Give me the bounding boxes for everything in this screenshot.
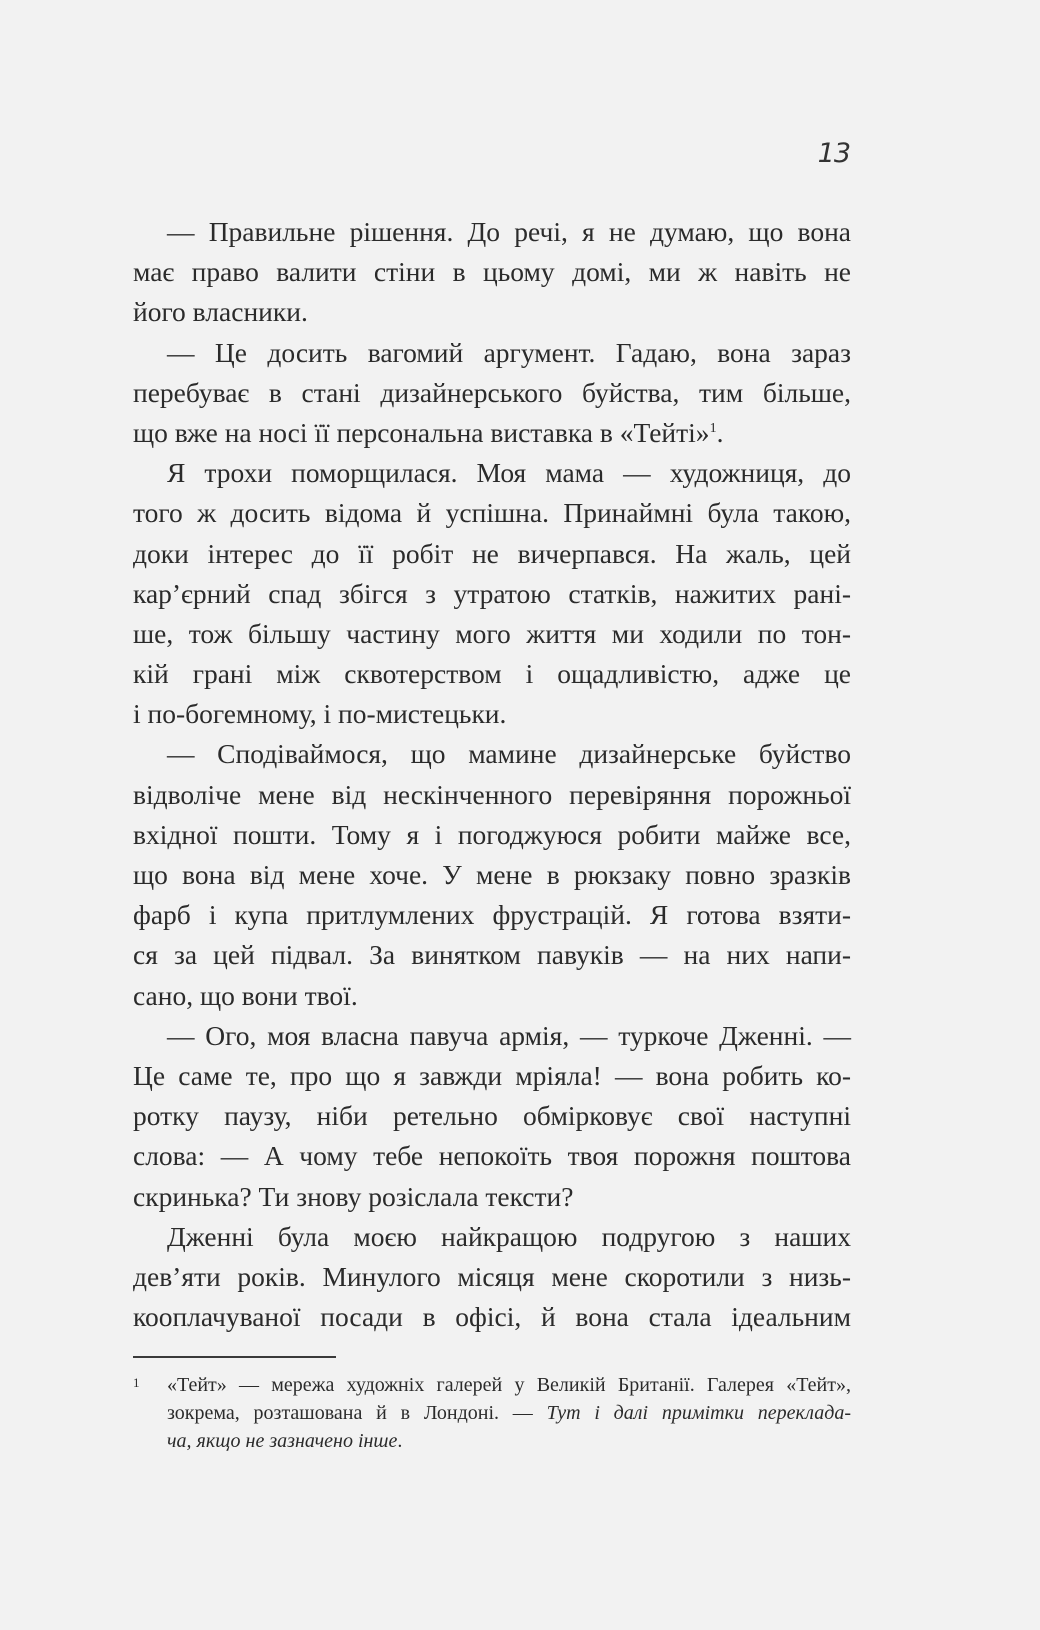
text-line: доки інтерес до її робіт не вичерпався. На жаль, цей [133, 537, 851, 569]
text-line: вхідної пошти. Тому я і погоджуюся робити майже все, [133, 818, 851, 850]
text-line: скринька? Ти знову розіслала тексти? [133, 1180, 574, 1212]
text-line: кар’єрний спад збігся з утратою статків, нажитих рані- [133, 577, 851, 609]
footnote-marker: 1 [133, 1375, 140, 1390]
footnote-line [167, 1399, 851, 1427]
footnote-line [167, 1427, 851, 1455]
text-line: ротку паузу, ніби ретельно обмірковує свої наступні [133, 1100, 851, 1132]
paragraph [133, 333, 851, 454]
footnote-divider [133, 1356, 336, 1358]
text-line: — Правильне рішення. До речі, я не думаю, що вона [167, 216, 851, 247]
page-number: 13 [817, 138, 850, 169]
text-fragment: що вже на носі її персональна виставка в «Тейті» [133, 416, 710, 448]
text-line: має право валити стіни в цьому домі, ми ж навіть не [133, 256, 851, 288]
text-line: сано, що вони твої. [133, 979, 358, 1011]
paragraph [133, 1016, 851, 1217]
footnote-italic-text: ча, якщо не зазначено інше [167, 1430, 398, 1452]
footnote-italic-text: Тут і далі примітки переклада- [546, 1402, 851, 1424]
text-line: ся за цей підвал. За винятком павуків — на них напи- [133, 939, 851, 971]
footnote-reference[interactable]: 1 [709, 420, 717, 436]
paragraph [133, 734, 851, 1015]
text-line: що вона від мене хоче. У мене в рюкзаку повно зразків [133, 859, 851, 890]
paragraph [133, 453, 851, 734]
footnote [133, 1371, 851, 1455]
text-fragment: . [716, 416, 724, 448]
text-line: Я трохи поморщилася. Моя мама — художниця, до [167, 457, 851, 489]
text-line: Дженні була моєю найкращою подругою з наших [167, 1220, 851, 1252]
text-line: кооплачуваної посади в офісі, й вона стала ідеальним [133, 1301, 851, 1333]
footnote-text: . [397, 1430, 403, 1452]
text-line: Це саме те, про що я завжди мріяла! — вона робить ко- [133, 1059, 851, 1091]
text-line: його власники. [133, 296, 308, 328]
text-line: відволіче мене від нескінченного перевіряння порожньої [133, 778, 851, 810]
paragraph [133, 1217, 851, 1338]
text-line: кій грані між сквотерством і ощадливістю, адже це [133, 658, 851, 690]
text-line: — Ого, моя власна павуча армія, — туркоче Дженні. — [167, 1019, 851, 1051]
text-line: ше, тож більшу частину мого життя ми ходили по тон- [133, 617, 851, 649]
text-line: і по-богемному, і по-мистецьки. [133, 698, 507, 730]
text-line: слова: — А чому тебе непокоїть твоя порожня поштова [133, 1140, 851, 1172]
text-line: того ж досить відома й успішна. Принаймні була такою, [133, 497, 851, 529]
paragraph [133, 212, 851, 333]
footnote-line: «Тейт» — мережа художніх галерей у Великій Британії. Галерея «Тейт», [167, 1374, 851, 1396]
text-line-with-footnote [133, 413, 851, 453]
text-line: — Це досить вагомий аргумент. Гадаю, вона зараз [167, 336, 851, 368]
text-line: дев’яти років. Минулого місяця мене скоротили з низь- [133, 1260, 851, 1292]
footnote-text: зокрема, розташована й в Лондоні. — [167, 1402, 547, 1424]
text-line: фарб і купа притлумлених фрустрацій. Я готова взяти- [133, 899, 851, 931]
text-line: — Сподіваймося, що мамине дизайнерське буйство [167, 738, 851, 770]
text-line: перебуває в стані дизайнерського буйства, тим більше, [133, 376, 851, 408]
body-text [133, 212, 851, 1337]
footnote-body [167, 1371, 851, 1455]
